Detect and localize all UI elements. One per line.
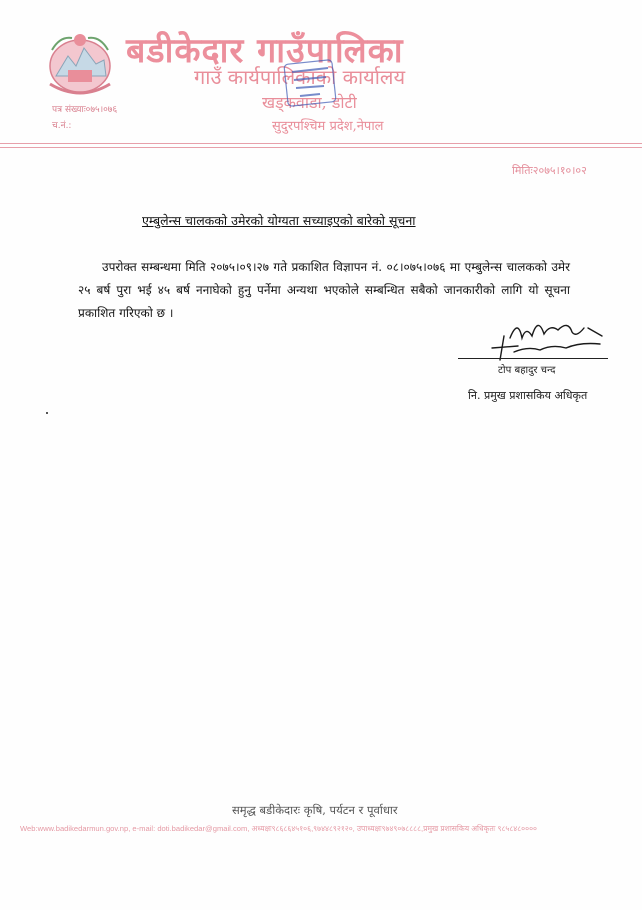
emblem-icon — [42, 30, 118, 98]
signatory-title: नि. प्रमुख प्रशासकिय अधिकृत — [468, 389, 588, 402]
scan-speck — [46, 412, 48, 414]
office-location: खड्कवाडा, डोटी — [262, 93, 357, 112]
reference-number: पत्र संख्याः०७५।०७६ — [52, 105, 118, 115]
footer-contact: Web:www.badikedarmun.gov.np, e-mail: doti.badikedar@gmail.com, अध्यक्षः९८६८६४५१०६,९७४४८९२१२०, उपाध्यक्षः९७४९०७८८८८,प्रमुख प्रशासकिय अधिकृतः ९८५८४८०००० — [20, 824, 537, 833]
office-stamp-icon — [272, 58, 348, 108]
header-divider — [0, 143, 642, 144]
office-name: गाउँ कार्यपालिकाको कार्यालय — [194, 65, 406, 89]
header-divider-secondary — [0, 147, 642, 148]
letter-subject: एम्बुलेन्स चालकको उमेरको योग्यता सच्याइएको बारेको सूचना — [142, 213, 416, 228]
signature-line — [458, 358, 608, 359]
dispatch-number-label: च.नं.: — [52, 121, 72, 131]
organization-name: बडीकेदार गाउँपालिका — [126, 31, 404, 71]
province-name: सुदुरपश्चिम प्रदेश,नेपाल — [272, 119, 384, 134]
signature-icon — [488, 308, 608, 364]
footer-motto: समृद्ध बडीकेदारः कृषि, पर्यटन र पूर्वाधार — [232, 803, 398, 817]
letter-date: मितिः२०७५।१०।०२ — [512, 164, 587, 177]
signatory-name: टोप बहादुर चन्द — [498, 365, 556, 376]
letter-body: उपरोक्त सम्बन्धमा मिति २०७५।०९।२७ गते प्रकाशित विज्ञापन नं. ०८।०७५।०७६ मा एम्बुलेन्स चालकको उमेर २५ बर्ष पुरा भई ४५ बर्ष ननाघेको हुनु पर्नेमा अन्यथा भएकोले सम्बन्धित सबैको जानकारीको लागि यो सूचना प्रकाशित गरिएको छ । — [78, 260, 570, 320]
